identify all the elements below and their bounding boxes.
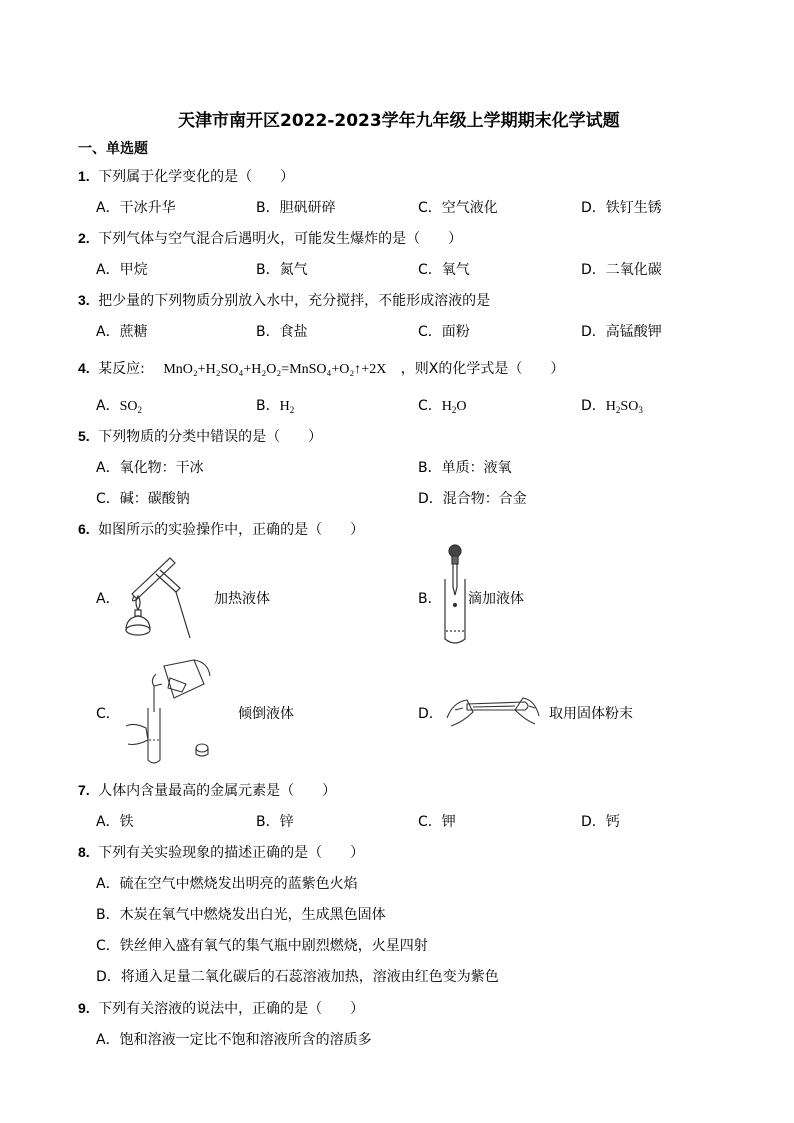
question-text: 把少量的下列物质分别放入水中，充分搅拌，不能形成溶液的是 — [98, 293, 491, 309]
q6-option-c[interactable]: C． — [96, 706, 120, 722]
q3-option-a[interactable]: A．蔗糖 — [96, 324, 148, 340]
question-text: 下列有关实验现象的描述正确的是（ ） — [98, 845, 365, 861]
q3-option-b[interactable]: B．食盐 — [256, 324, 308, 340]
q8-option-a[interactable]: A．硫在空气中燃烧发出明亮的蓝紫色火焰 — [96, 876, 358, 892]
q5-option-b[interactable]: B．单质：液氧 — [418, 460, 512, 476]
q2-option-d[interactable]: D．二氧化碳 — [581, 262, 662, 278]
q1-option-b[interactable]: B．胆矾研碎 — [256, 200, 336, 216]
question-text: 下列物质的分类中错误的是（ ） — [98, 429, 323, 445]
q7-option-c[interactable]: C．钾 — [418, 814, 456, 830]
question-number: 9. — [78, 1000, 90, 1016]
q6-caption-b: 滴加液体 — [468, 591, 524, 607]
q2-option-b[interactable]: B．氮气 — [256, 262, 308, 278]
question-number: 1. — [78, 168, 90, 184]
question-text: 下列属于化学变化的是（ ） — [98, 169, 295, 185]
q6-caption-a: 加热液体 — [214, 591, 270, 607]
formula-subscript: 2 — [137, 405, 142, 415]
formula-tail: O — [456, 399, 467, 414]
q8-option-b[interactable]: B．木炭在氧气中燃烧发出白光，生成黑色固体 — [96, 907, 386, 923]
formula-base: SO — [119, 399, 138, 414]
formula-subscript: 2 — [615, 405, 621, 415]
question-text: 如图所示的实验操作中，正确的是（ ） — [98, 522, 365, 538]
q5-option-a[interactable]: A．氧化物：干冰 — [96, 460, 204, 476]
question-text-after: ，则X的化学式是（ ） — [400, 361, 565, 377]
question-8 — [78, 842, 364, 862]
q4-option-c[interactable] — [418, 395, 467, 415]
formula-subscript: 2 — [451, 405, 457, 415]
formula-mid: SO — [620, 399, 639, 414]
formula-subscript: 3 — [638, 405, 643, 415]
q9-option-a[interactable]: A．饱和溶液一定比不饱和溶液所含的溶质多 — [96, 1032, 372, 1048]
q4-option-d[interactable] — [581, 395, 643, 415]
q2-option-a[interactable]: A．甲烷 — [96, 262, 148, 278]
q6-caption-d: 取用固体粉末 — [549, 706, 633, 722]
question-1 — [78, 166, 294, 186]
q1-option-a[interactable]: A．干冰升华 — [96, 200, 176, 216]
q4-option-b[interactable] — [256, 395, 294, 415]
option-label: A． — [96, 398, 120, 414]
q5-option-d[interactable]: D．混合物：合金 — [418, 491, 527, 507]
q7-option-d[interactable]: D．钙 — [581, 814, 620, 830]
q6-option-b[interactable]: B． — [418, 591, 442, 607]
q3-option-c[interactable]: C．面粉 — [418, 324, 470, 340]
question-text-before: 某反应: — [98, 361, 145, 377]
question-number: 5. — [78, 428, 90, 444]
pouring-liquid-figure — [124, 656, 214, 766]
q1-option-d[interactable]: D．铁钉生锈 — [581, 200, 662, 216]
q6-option-a[interactable]: A． — [96, 591, 120, 607]
option-label: D． — [581, 398, 606, 414]
question-4 — [78, 358, 564, 378]
question-number: 8. — [78, 844, 90, 860]
question-9 — [78, 998, 364, 1018]
section-heading: 一、单选题 — [78, 141, 148, 157]
question-number: 4. — [78, 360, 90, 376]
q2-option-c[interactable]: C．氧气 — [418, 262, 470, 278]
question-number: 7. — [78, 782, 90, 798]
formula-base: H — [605, 399, 616, 414]
question-number: 2. — [78, 230, 90, 246]
formula-base: H — [441, 399, 452, 414]
powder-into-tube-figure — [445, 688, 541, 730]
question-3 — [78, 290, 490, 310]
q7-option-a[interactable]: A．铁 — [96, 814, 134, 830]
question-number: 3. — [78, 292, 90, 308]
reaction-equation: MnO₂+H₂SO₄+H₂O₂=MnSO₄+O₂↑+2X — [163, 362, 387, 377]
question-6 — [78, 519, 364, 539]
q8-option-c[interactable]: C．铁丝伸入盛有氧气的集气瓶中剧烈燃烧，火星四射 — [96, 938, 428, 954]
formula-subscript: 2 — [289, 405, 295, 415]
q8-option-d[interactable]: D．将通入足量二氧化碳后的石蕊溶液加热，溶液由红色变为紫色 — [96, 969, 499, 985]
question-text: 下列气体与空气混合后遇明火，可能发生爆炸的是（ ） — [98, 231, 463, 247]
dropper-test-tube-figure — [440, 543, 470, 645]
question-5 — [78, 426, 322, 446]
option-label: C． — [418, 398, 442, 414]
page-title: 天津市南开区2022-2023学年九年级上学期期末化学试题 — [178, 111, 620, 131]
option-label: B． — [256, 398, 280, 414]
q7-option-b[interactable]: B．锌 — [256, 814, 294, 830]
q6-caption-c: 倾倒液体 — [238, 706, 294, 722]
q6-option-d[interactable]: D． — [418, 706, 443, 722]
q5-option-c[interactable]: C．碱：碳酸钠 — [96, 491, 190, 507]
question-text: 人体内含量最高的金属元素是（ ） — [98, 783, 337, 799]
question-2 — [78, 228, 462, 248]
alcohol-lamp-test-tube-figure — [118, 552, 198, 642]
question-number: 6. — [78, 521, 90, 537]
q4-option-a[interactable] — [96, 395, 142, 415]
question-text: 下列有关溶液的说法中，正确的是（ ） — [98, 1001, 365, 1017]
q1-option-c[interactable]: C．空气液化 — [418, 200, 498, 216]
q3-option-d[interactable]: D．高锰酸钾 — [581, 324, 662, 340]
question-7 — [78, 780, 336, 800]
formula-base: H — [279, 399, 290, 414]
